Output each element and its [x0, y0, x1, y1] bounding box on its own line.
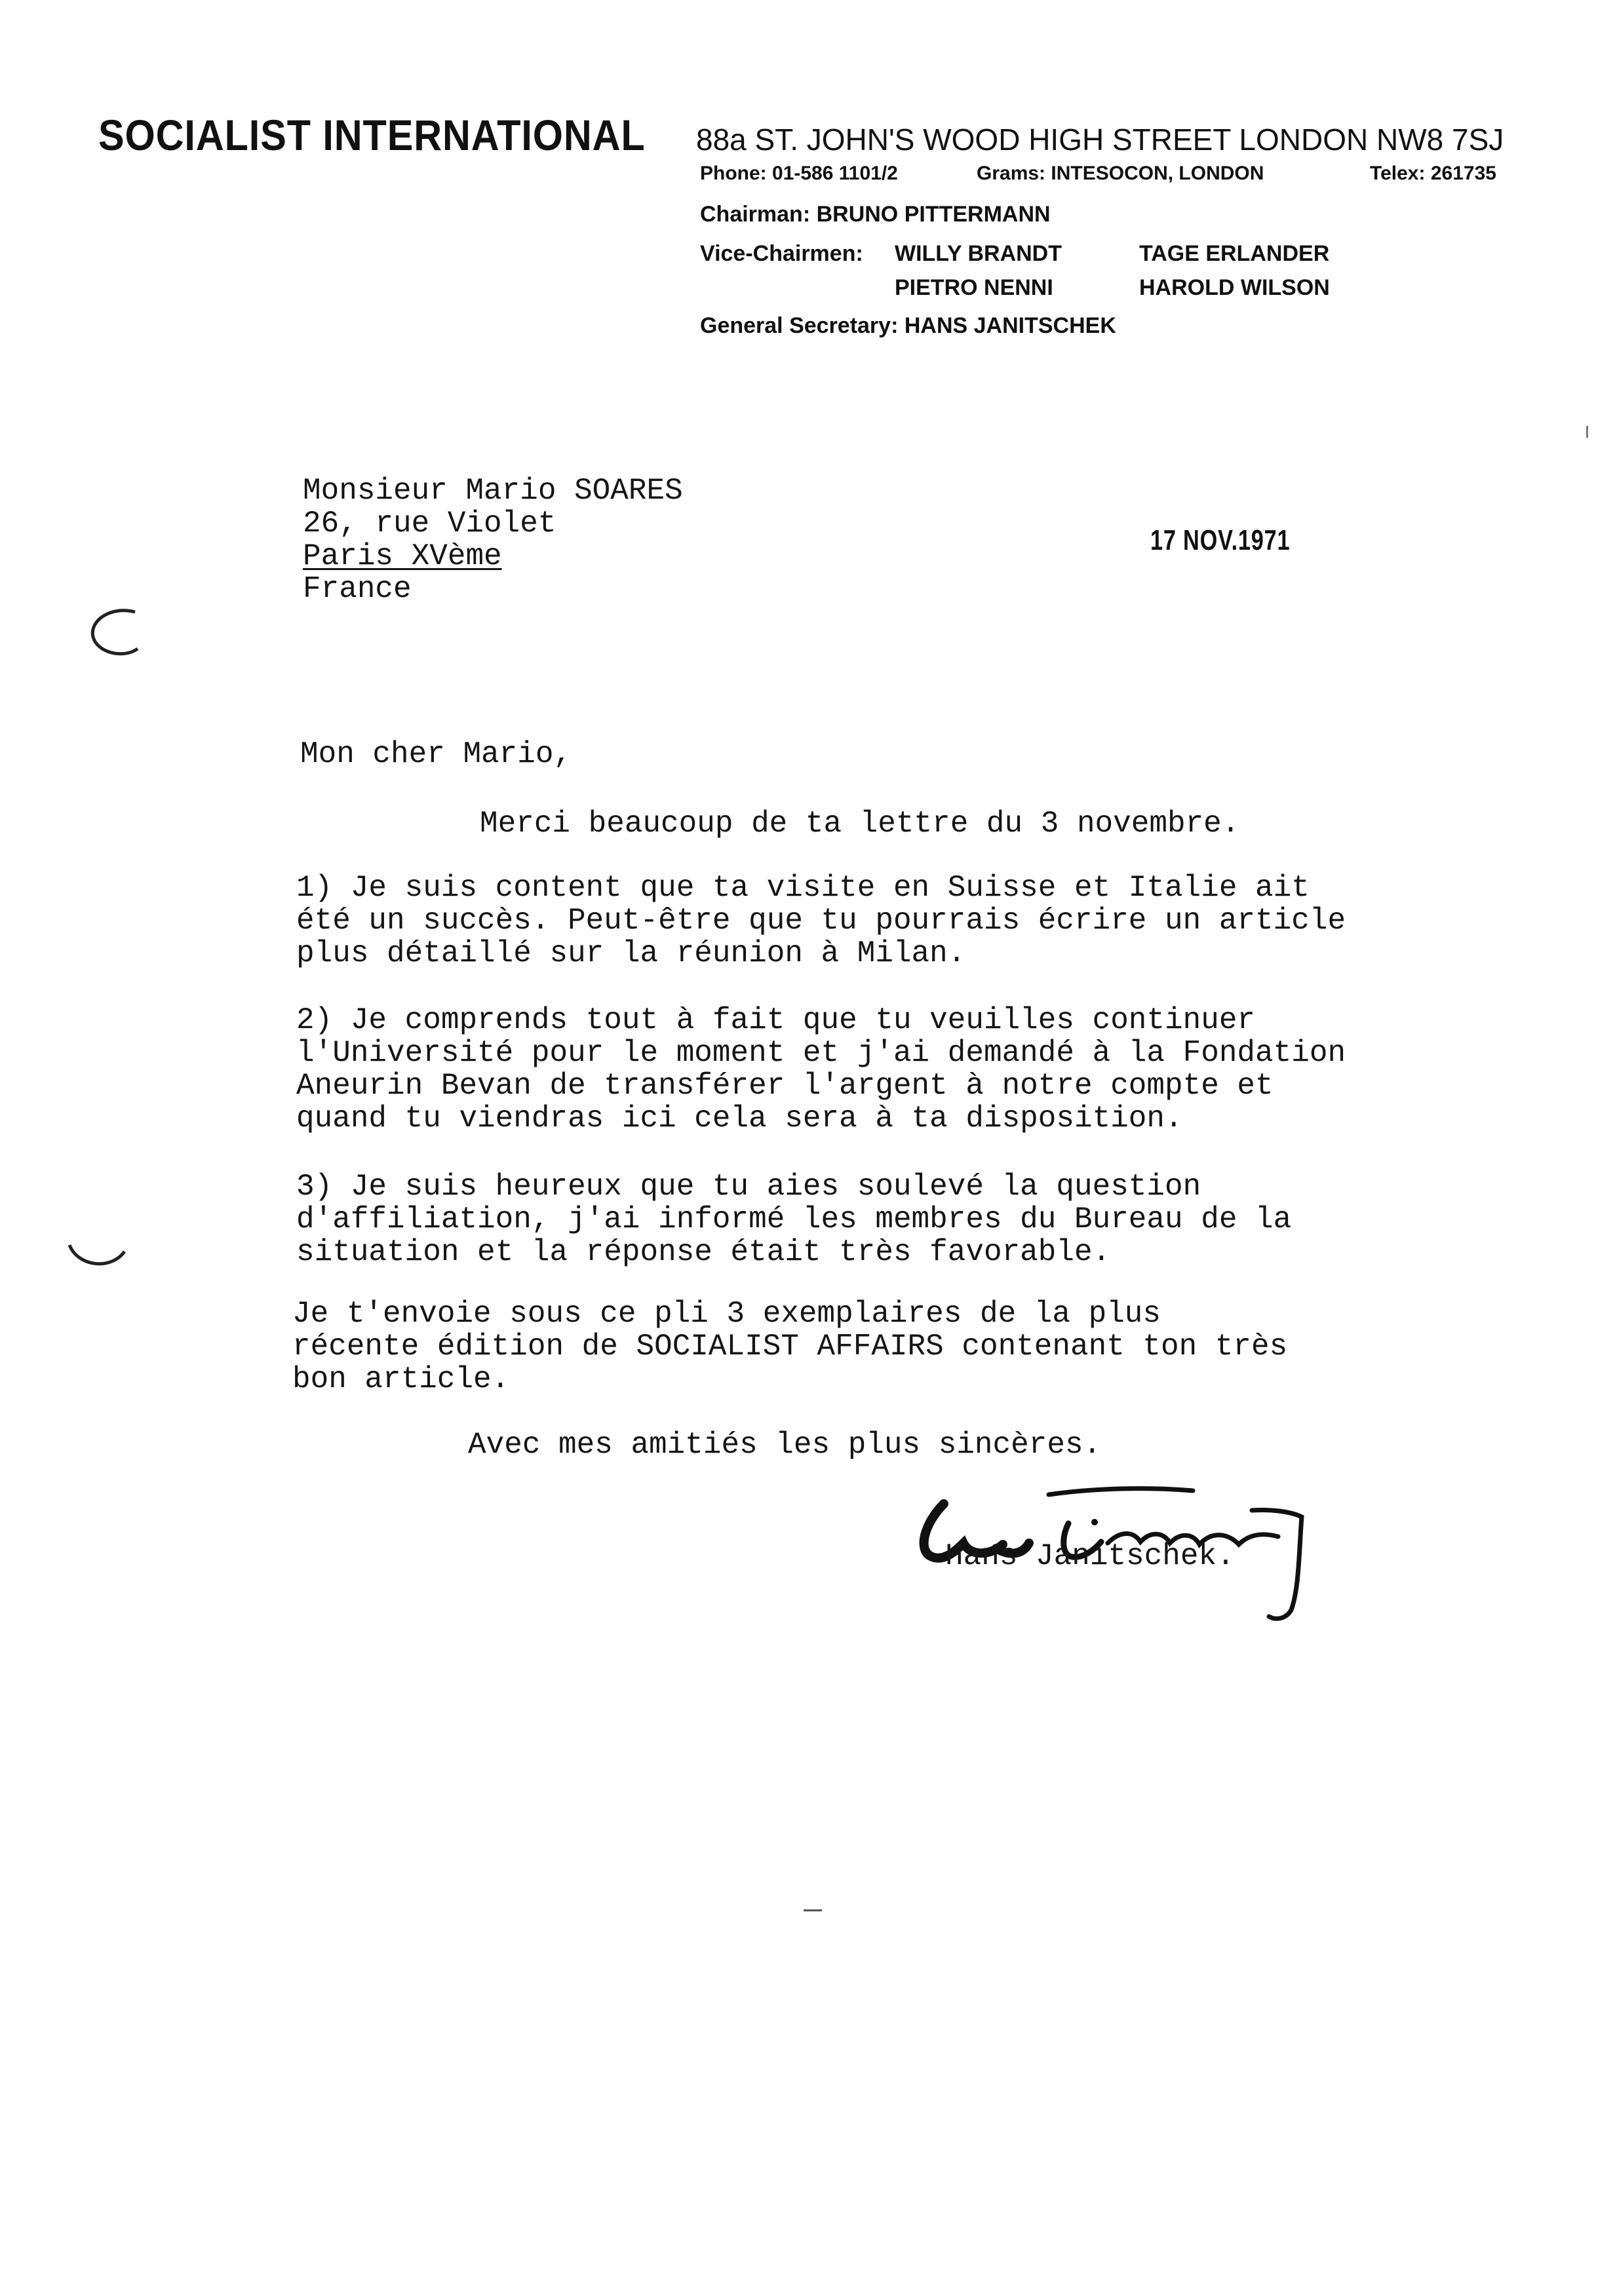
stray-mark — [804, 1909, 822, 1911]
grams-line — [977, 163, 1264, 185]
organization-name: SOCIALIST INTERNATIONAL — [98, 111, 646, 159]
recipient-line-1: Monsieur Mario SOARES — [303, 474, 683, 508]
grams-value: INTESOCON, LONDON — [1051, 163, 1264, 184]
paragraph-line: d'affiliation, j'ai informé les membres du Bureau de la — [296, 1202, 1292, 1236]
telex-line — [1370, 163, 1496, 185]
secretary-label: General Secretary: — [700, 313, 899, 338]
secretary-line — [700, 313, 1116, 339]
recipient-address — [303, 474, 683, 605]
closing: Avec mes amitiés les plus sincères. — [468, 1428, 1102, 1462]
telex-label: Telex: — [1370, 163, 1426, 184]
chairman-name: BRUNO PITTERMANN — [816, 202, 1051, 227]
grams-label: Grams: — [977, 163, 1046, 184]
recipient-line-3: Paris XVème — [303, 539, 502, 573]
letterhead-address: 88a ST. JOHN'S WOOD HIGH STREET LONDON NW8 7SJ — [696, 123, 1504, 157]
paragraph-line: quand tu viendras ici cela sera à ta disposition. — [296, 1101, 1183, 1136]
paragraph-line: récente édition de SOCIALIST AFFAIRS contenant ton très — [292, 1330, 1288, 1364]
stray-mark — [1586, 426, 1588, 438]
secretary-name: HANS JANITSCHEK — [904, 313, 1116, 338]
paragraph-line: bon article. — [292, 1362, 510, 1396]
recipient-line-4: France — [303, 572, 412, 606]
signer-name: Hans Janitschek. — [945, 1539, 1235, 1573]
paragraph-2 — [296, 1004, 1346, 1135]
vice-chairman-1: WILLY BRANDT — [895, 241, 1062, 266]
chairman-line — [700, 202, 1051, 227]
phone-label: Phone: — [700, 163, 767, 184]
punch-hole-mark-icon — [64, 1232, 130, 1278]
vice-chairman-4: HAROLD WILSON — [1139, 275, 1330, 300]
salutation: Mon cher Mario, — [300, 737, 572, 771]
phone-number: 01-586 1101/2 — [772, 163, 898, 184]
paragraph-1 — [296, 871, 1346, 970]
phone-line — [700, 163, 898, 185]
paragraph-line: 1) Je suis content que ta visite en Suisse et Italie ait — [296, 871, 1310, 905]
paragraph-line: plus détaillé sur la réunion à Milan. — [296, 936, 966, 970]
paragraph-line: 2) Je comprends tout à fait que tu veuilles continuer — [296, 1003, 1256, 1037]
paragraph-line: l'Université pour le moment et j'ai demandé à la Fondation — [296, 1036, 1346, 1070]
date-stamp: 17 NOV.1971 — [1150, 524, 1291, 556]
recipient-line-2: 26, rue Violet — [303, 507, 556, 541]
paragraph-line: situation et la réponse était très favorable. — [296, 1235, 1111, 1269]
telex-value: 261735 — [1430, 163, 1496, 184]
vice-chairmen-label: Vice-Chairmen: — [700, 241, 863, 266]
vice-chairman-3: PIETRO NENNI — [895, 275, 1053, 300]
paragraph-line: 3) Je suis heureux que tu aies soulevé la question — [296, 1170, 1201, 1204]
intro-sentence: Merci beaucoup de ta lettre du 3 novembre. — [480, 807, 1240, 841]
chairman-label: Chairman: — [700, 202, 811, 227]
paragraph-line: Je t'envoie sous ce pli 3 exemplaires de la plus — [292, 1297, 1161, 1331]
paragraph-3 — [296, 1170, 1291, 1269]
punch-hole-mark-icon — [84, 603, 143, 662]
paragraph-4 — [292, 1297, 1287, 1396]
paragraph-line: été un succès. Peut-être que tu pourrais écrire un article — [296, 904, 1346, 938]
paragraph-line: Aneurin Bevan de transférer l'argent à notre compte et — [296, 1069, 1274, 1103]
vice-chairman-2: TAGE ERLANDER — [1139, 241, 1330, 266]
